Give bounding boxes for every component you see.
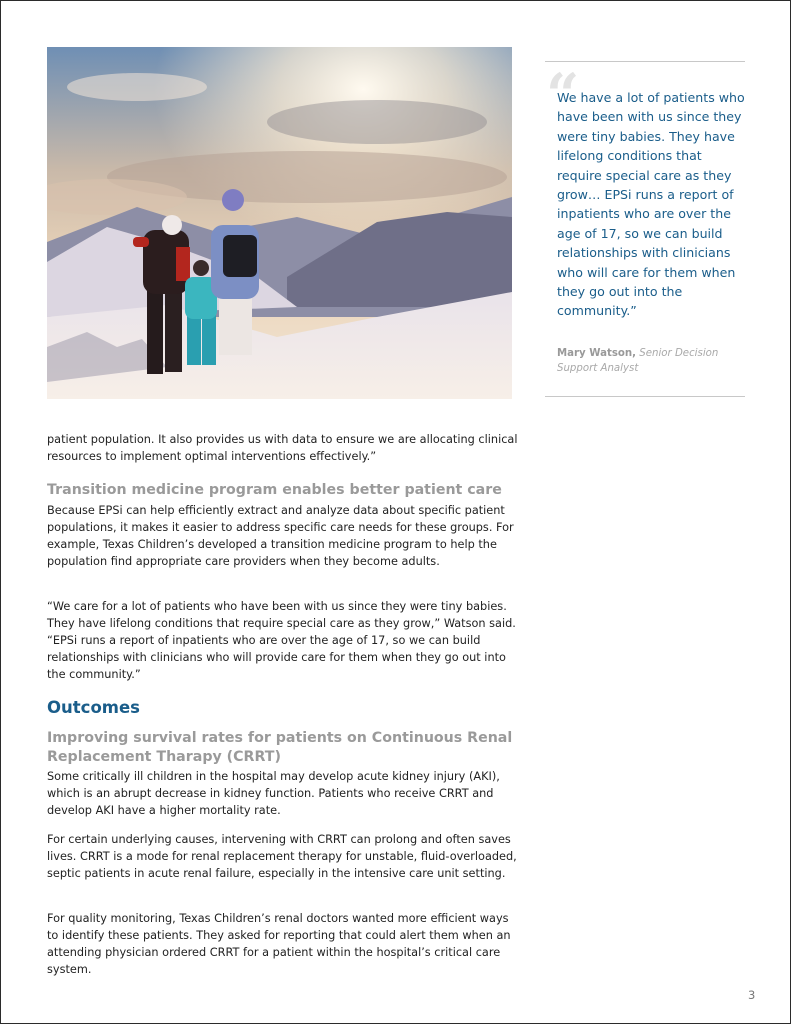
pull-quote: [545, 61, 745, 397]
pull-quote-text: We have a lot of patients who have been with us since they were tiny babies. They have lifelong conditions that require special care as they grow… EPSi runs a report of inpatients who are over the age of 17, so we can build relationships with clinicians who will care for them when they go out into the community.”: [557, 90, 745, 319]
pull-quote-attribution: [557, 347, 747, 376]
crrt-heading: Improving survival rates for patients on Continuous Renal Replacement Tharapy (CRRT): [47, 730, 513, 765]
hero-photo-illustration: [47, 47, 512, 399]
transition-medicine-heading: Transition medicine program enables better patient care: [47, 482, 502, 498]
transition-paragraph-1: Because EPSi can help efficiently extract and analyze data about specific patient populations, it makes it easier to address specific care needs for these groups. For example, Texas Children’s developed a transition medicine program to help the population find appropriate care providers when they become adults.: [47, 504, 514, 568]
quote-mark-icon: “: [546, 61, 580, 129]
page-number: 3: [748, 988, 756, 1002]
hero-photo: [47, 47, 512, 399]
crrt-paragraph-2: For certain underlying causes, intervening with CRRT can prolong and often saves lives. CRRT is a mode for renal replacement therapy for unstable, fluid-overloaded, septic patients in acute renal failure, especially in the intensive care unit setting.: [47, 833, 517, 880]
attribution-role: Senior Decision Support Analyst: [557, 348, 719, 374]
intro-continuation-paragraph: patient population. It also provides us with data to ensure we are allocating clinical resources to implement optimal interventions effectively.”: [47, 433, 518, 463]
outcomes-heading: Outcomes: [47, 698, 140, 717]
crrt-paragraph-3: For quality monitoring, Texas Children’s renal doctors wanted more efficient ways to identify these patients. They asked for reporting that could alert them when an attending physician ordered CRRT for a patient within the hospital’s critical care system.: [47, 912, 511, 976]
transition-paragraph-2: “We care for a lot of patients who have been with us since they were tiny babies. They have lifelong conditions that require special care as they grow,” Watson said. “EPSi runs a report of inpatients who are over the age of 17, so we can build relationships with clinicians who will provide care for them when they go out into the community.”: [47, 600, 516, 681]
crrt-paragraph-1: Some critically ill children in the hospital may develop acute kidney injury (AKI), which is an abrupt decrease in kidney function. Patients who receive CRRT and develop AKI have a higher mortality rate.: [47, 770, 500, 817]
attribution-name: Mary Watson,: [557, 348, 637, 359]
